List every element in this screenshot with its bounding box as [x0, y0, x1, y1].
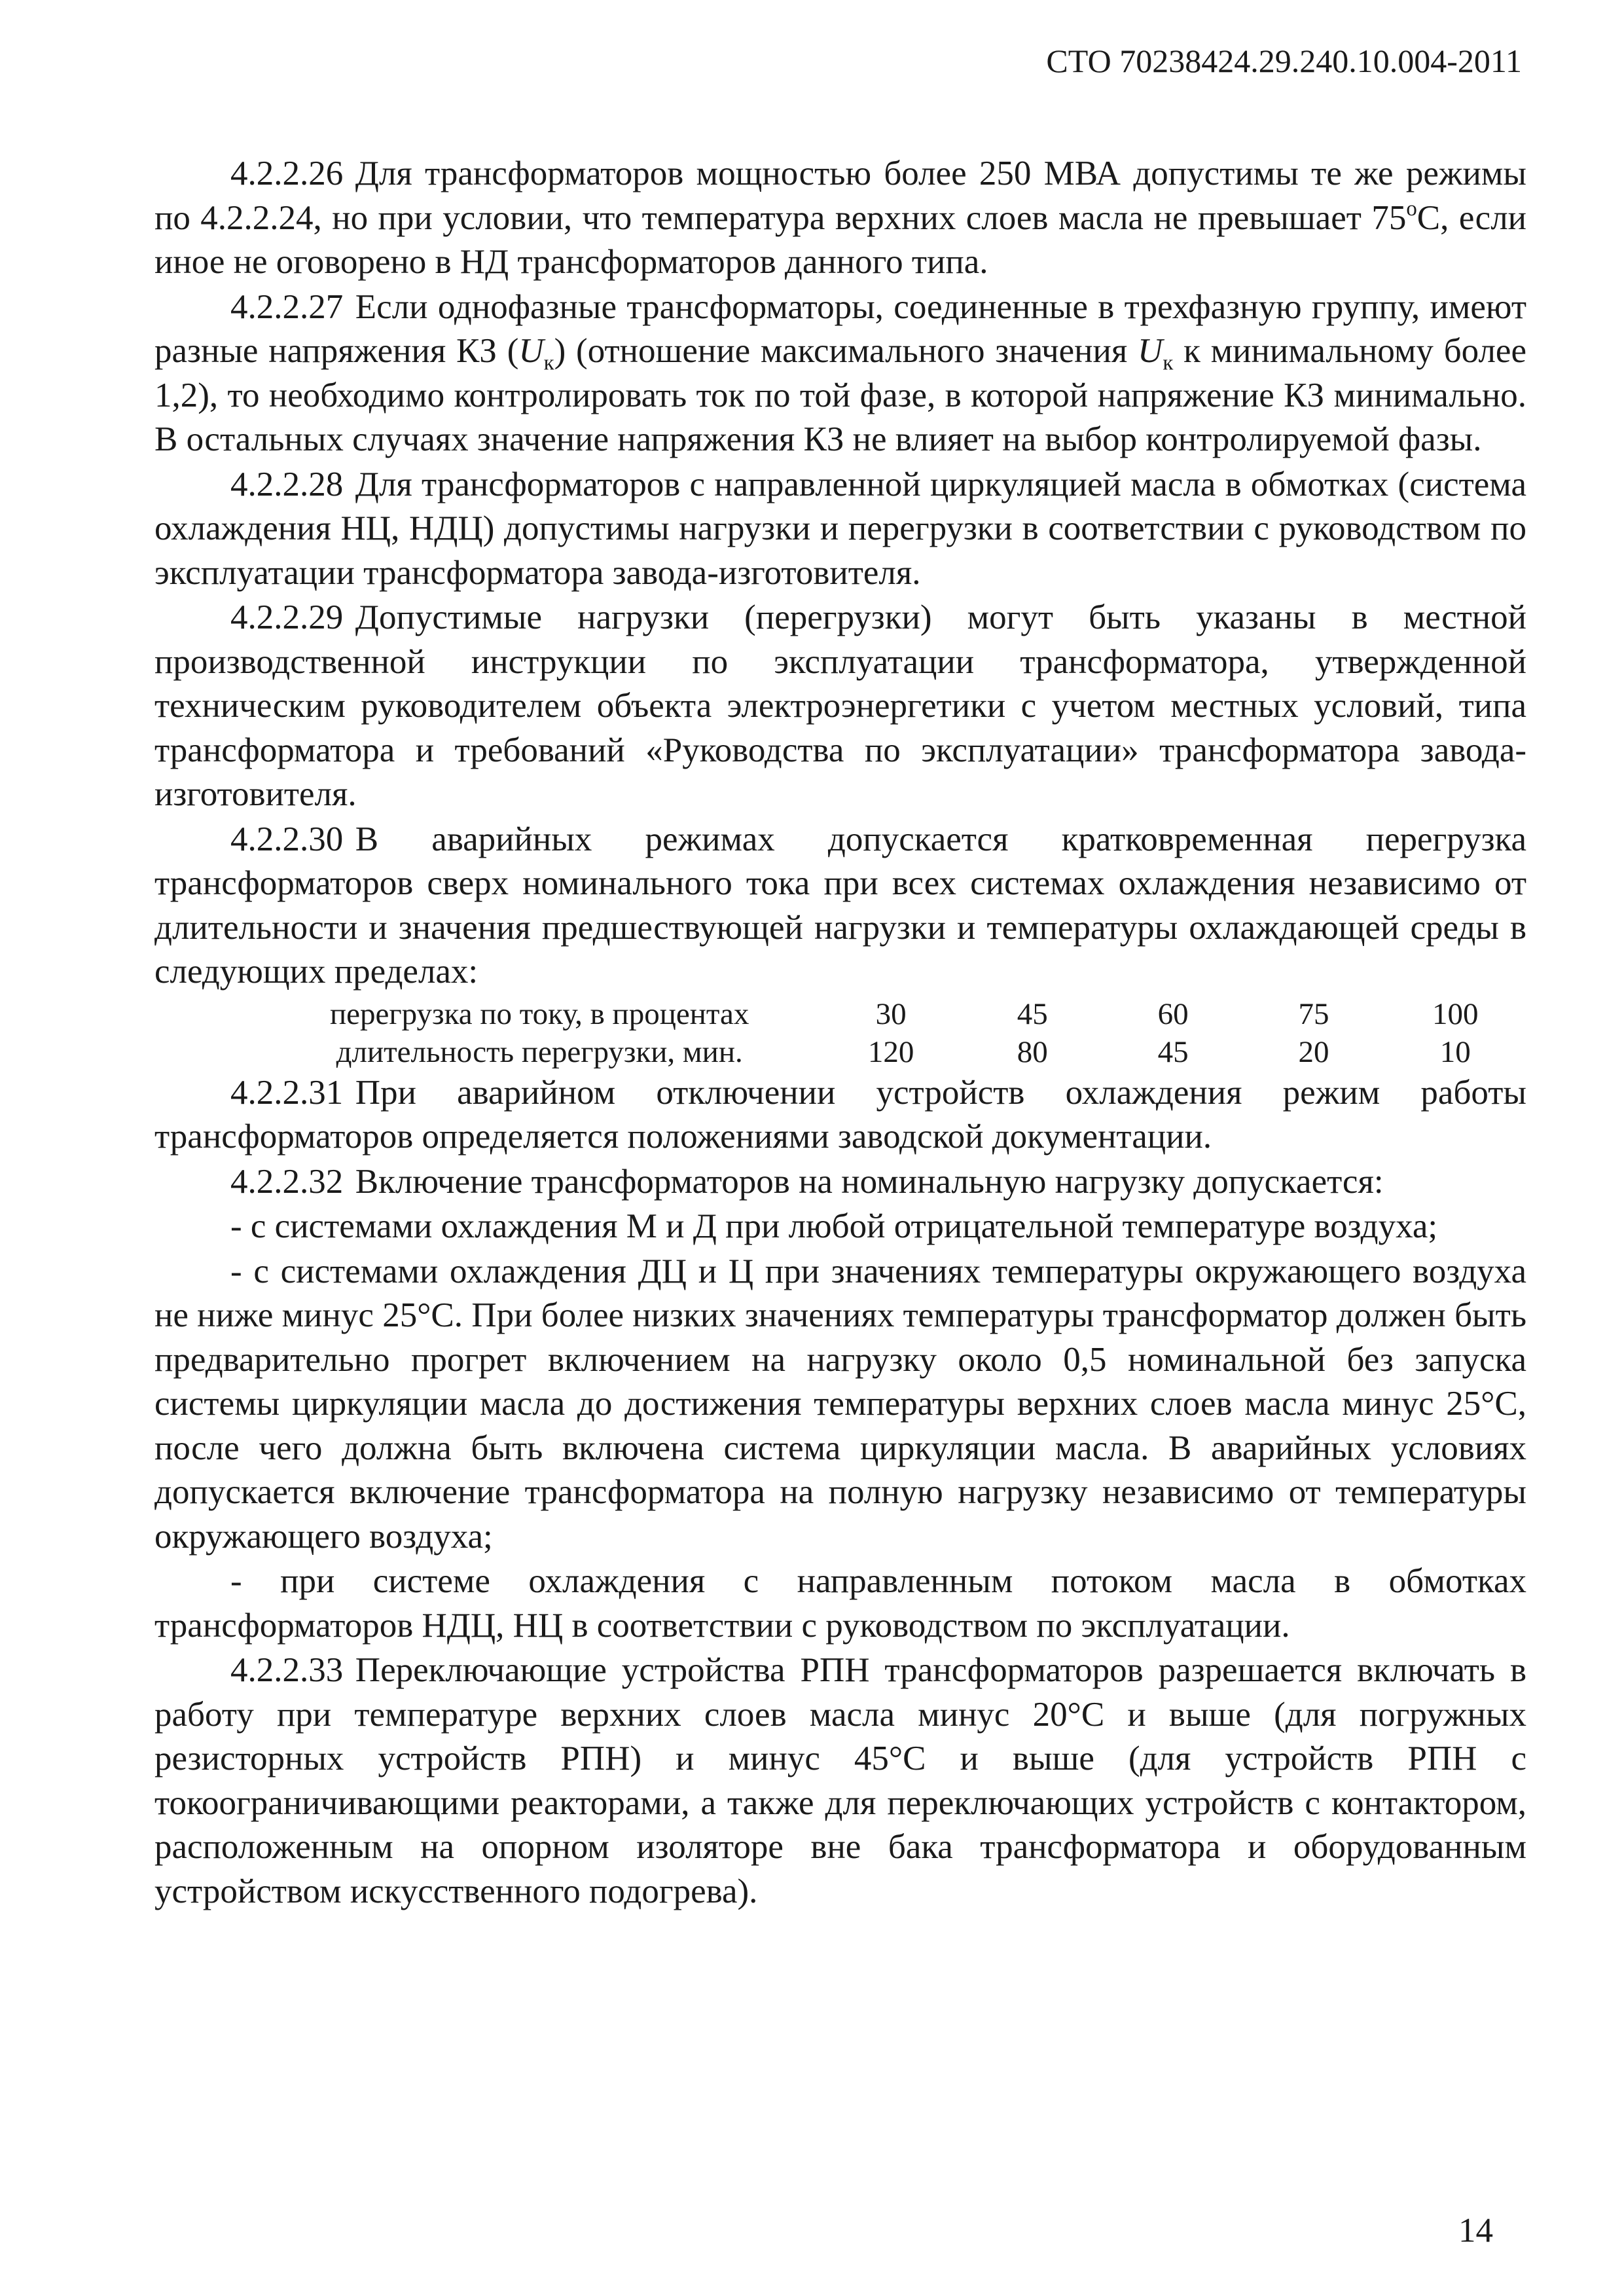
degree-mark: о — [1406, 197, 1417, 221]
list-item: - с системами охлаждения ДЦ и Ц при значениях температуры окружающего воздуха не ниже минус 25°С. При более низких значениях температуры трансформатор должен быть предварительно прогрет включением на нагрузку около 0,5 номинальной без запуска системы циркуляции масла до достижения температуры верхних слоев масла минус 25°С, после чего должна быть включена система циркуляции масла. В аварийных условиях допускается включение трансформатора на полную нагрузку независимо от температуры окружающего воздуха; — [154, 1252, 1526, 1556]
clause-4-2-2-33 — [154, 1649, 1526, 1914]
clause-4-2-2-31 — [154, 1071, 1526, 1159]
clause-text: ) (отношение максимального значения — [554, 332, 1138, 370]
clause-4-2-2-29 — [154, 596, 1526, 817]
clause-text: к минимальному более 1,2), то необходимо контролировать ток по той фазе, в которой напряжение КЗ минимально. В остальных случаях значение напряжения КЗ не влияет на выбор контролируемой фазы. — [154, 332, 1526, 458]
clause-text: С, если иное не оговорено в НД трансформаторов данного типа. — [154, 198, 1527, 281]
table-cell: 80 — [1017, 1034, 1048, 1069]
clause-text: Допустимые нагрузки (перегрузки) могут быть указаны в местной производственной инструкции по эксплуатации трансформатора, утвержденной техническим руководителем объекта электроэнергетики с учетом местных условий, типа трансформатора и требований «Руководства по эксплуатации» трансформатора завода-изготовителя. — [154, 598, 1526, 813]
clause-4-2-2-32 — [154, 1160, 1526, 1205]
clause-number: 4.2.2.31 — [230, 1073, 344, 1112]
table-cell: 100 — [1432, 996, 1479, 1031]
page-number: 14 — [1458, 2212, 1493, 2250]
overload-limits-table — [259, 995, 1526, 1071]
list-item: - при системе охлаждения с направленным потоком масла в обмотках трансформаторов НДЦ, НЦ в соответствии с руководством по эксплуатации. — [154, 1562, 1526, 1645]
document-header: СТО 70238424.29.240.10.004-2011 — [1046, 43, 1522, 79]
table-row — [259, 995, 1526, 1033]
table-cell: 30 — [875, 996, 907, 1031]
row-label: перегрузка по току, в процентах — [330, 996, 749, 1031]
table-cell: 45 — [1157, 1034, 1189, 1069]
clause-text: Включение трансформаторов на номинальную нагрузку допускается: — [355, 1162, 1384, 1201]
uk-subscript: к — [543, 351, 554, 375]
clause-4-2-2-30 — [154, 818, 1526, 994]
clause-text: Для трансформаторов с направленной циркуляцией масла в обмотках (система охлаждения НЦ, НДЦ) допустимы нагрузки и перегрузки в соответствии с руководством по эксплуатации трансформатора завода-изготовителя. — [154, 465, 1526, 592]
uk-symbol: U — [518, 332, 544, 370]
table-cell: 20 — [1298, 1034, 1329, 1069]
table-row — [259, 1033, 1526, 1071]
clause-number: 4.2.2.30 — [230, 820, 344, 858]
clause-number: 4.2.2.27 — [230, 287, 344, 326]
clause-number: 4.2.2.28 — [230, 465, 344, 503]
clause-number: 4.2.2.32 — [230, 1162, 344, 1201]
table-cell: 75 — [1298, 996, 1329, 1031]
clause-text: Переключающие устройства РПН трансформаторов разрешается включать в работу при температуре верхних слоев масла минус 20°С и выше (для погружных резисторных устройств РПН) и минус 45°С и выше (для устройств РПН с токоограничивающими реакторами, а также для переключающих устройств с контактором, расположенным на опорном изоляторе вне бака трансформатора и оборудованным устройством искусственного подогрева). — [154, 1651, 1526, 1910]
table-cell: 45 — [1017, 996, 1048, 1031]
clause-number: 4.2.2.29 — [230, 598, 344, 636]
table-cell: 120 — [867, 1034, 914, 1069]
uk-subscript: к — [1163, 351, 1174, 375]
clause-4-2-2-28 — [154, 463, 1526, 596]
clause-number: 4.2.2.33 — [230, 1651, 344, 1689]
table-cell: 10 — [1439, 1034, 1471, 1069]
clause-text: Если однофазные трансформаторы, соединенные в трехфазную группу, имеют разные напряжения КЗ ( — [154, 287, 1526, 370]
uk-symbol: U — [1138, 332, 1163, 370]
document-body — [154, 152, 1526, 1914]
clause-number: 4.2.2.26 — [230, 155, 344, 192]
clause-text: В аварийных режимах допускается кратковременная перегрузка трансформаторов сверх номинального тока при всех системах охлаждения независимо от длительности и значения предшествующей нагрузки и температуры охлаждающей среды в следующих пределах: — [154, 820, 1526, 991]
table-cell: 60 — [1157, 996, 1189, 1031]
list-item: - с системами охлаждения М и Д при любой отрицательной температуре воздуха; — [230, 1207, 1438, 1245]
clause-4-2-2-26 — [154, 152, 1526, 285]
clause-4-2-2-27 — [154, 285, 1526, 462]
row-label: длительность перегрузки, мин. — [336, 1034, 743, 1069]
clause-text: Для трансформаторов мощностью более 250 МВА допустимы те же режимы по 4.2.2.24, но при условии, что температура верхних слоев масла не превышает 75 — [154, 155, 1526, 237]
clause-text: При аварийном отключении устройств охлаждения режим работы трансформаторов определяется положениями заводской документации. — [154, 1073, 1526, 1156]
